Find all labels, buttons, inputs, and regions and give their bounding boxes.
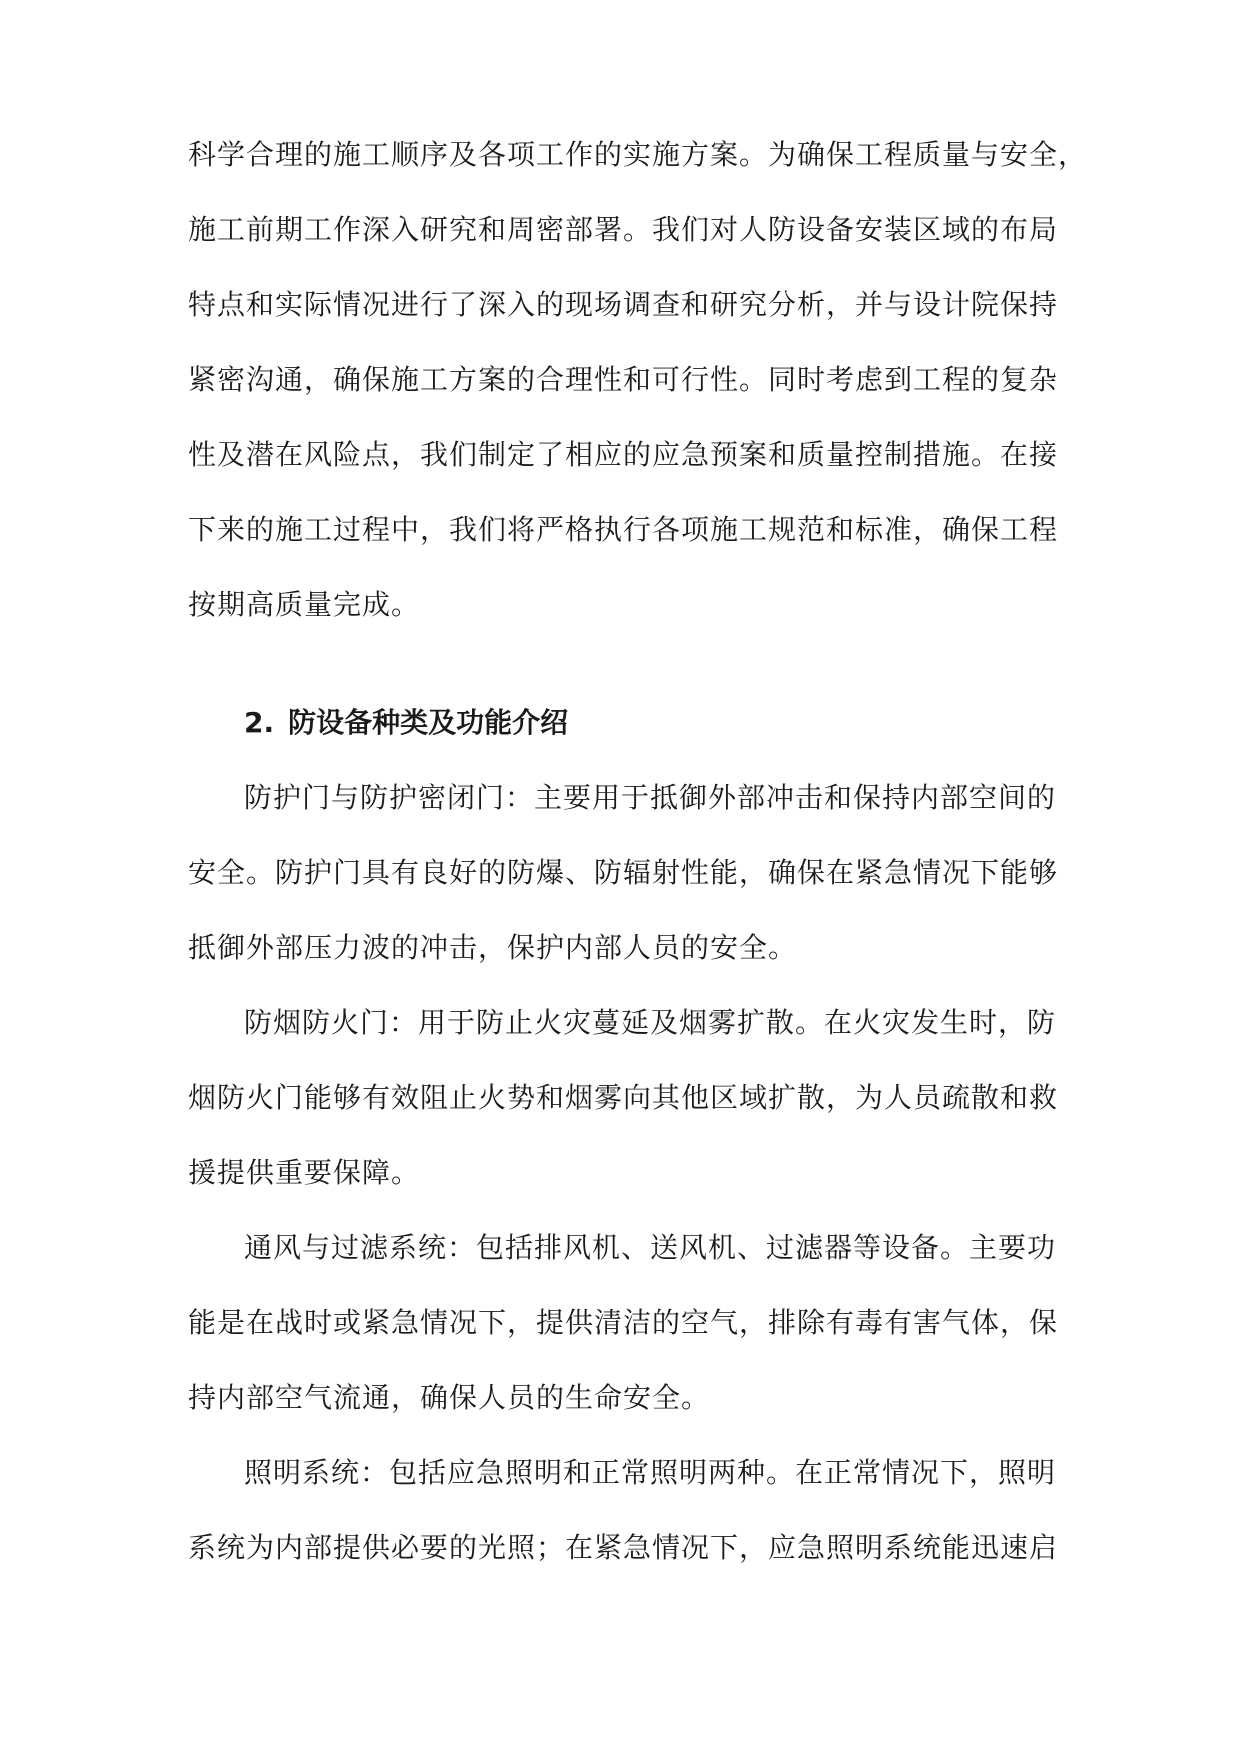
paragraph-line: 通风与过滤系统：包括排风机、送风机、过滤器等设备。主要功	[244, 1231, 1057, 1264]
paragraph-line: 安全。防护门具有良好的防爆、防辐射性能，确保在紧急情况下能够	[188, 856, 1059, 889]
paragraph-line: 科学合理的施工顺序及各项工作的实施方案。为确保工程质量与安全，	[188, 138, 1088, 171]
paragraph-line: 按期高质量完成。	[188, 588, 421, 621]
paragraph-line: 系统为内部提供必要的光照；在紧急情况下，应急照明系统能迅速启	[188, 1531, 1059, 1564]
paragraph-line: 照明系统：包括应急照明和正常照明两种。在正常情况下，照明	[244, 1456, 1057, 1489]
paragraph-line: 紧密沟通，确保施工方案的合理性和可行性。同时考虑到工程的复杂	[188, 363, 1059, 396]
paragraph-line: 防护门与防护密闭门：主要用于抵御外部冲击和保持内部空间的	[244, 781, 1057, 814]
paragraph-line: 下来的施工过程中，我们将严格执行各项施工规范和标准，确保工程	[188, 513, 1059, 546]
paragraph-line: 防烟防火门：用于防止火灾蔓延及烟雾扩散。在火灾发生时，防	[244, 1006, 1057, 1039]
section-heading	[244, 703, 568, 743]
paragraph-line: 烟防火门能够有效阻止火势和烟雾向其他区域扩散，为人员疏散和救	[188, 1081, 1059, 1114]
paragraph-line: 能是在战时或紧急情况下，提供清洁的空气，排除有毒有害气体，保	[188, 1306, 1059, 1339]
paragraph-line: 特点和实际情况进行了深入的现场调查和研究分析，并与设计院保持	[188, 288, 1059, 321]
paragraph-line: 施工前期工作深入研究和周密部署。我们对人防设备安装区域的布局	[188, 213, 1059, 246]
section-title: 防设备种类及功能介绍	[288, 706, 569, 739]
paragraph-line: 抵御外部压力波的冲击，保护内部人员的安全。	[188, 931, 798, 964]
section-number: 2.	[244, 706, 275, 739]
paragraph-line: 援提供重要保障。	[188, 1156, 421, 1189]
paragraph-line: 持内部空气流通，确保人员的生命安全。	[188, 1381, 711, 1414]
paragraph-line: 性及潜在风险点，我们制定了相应的应急预案和质量控制措施。在接	[188, 438, 1059, 471]
